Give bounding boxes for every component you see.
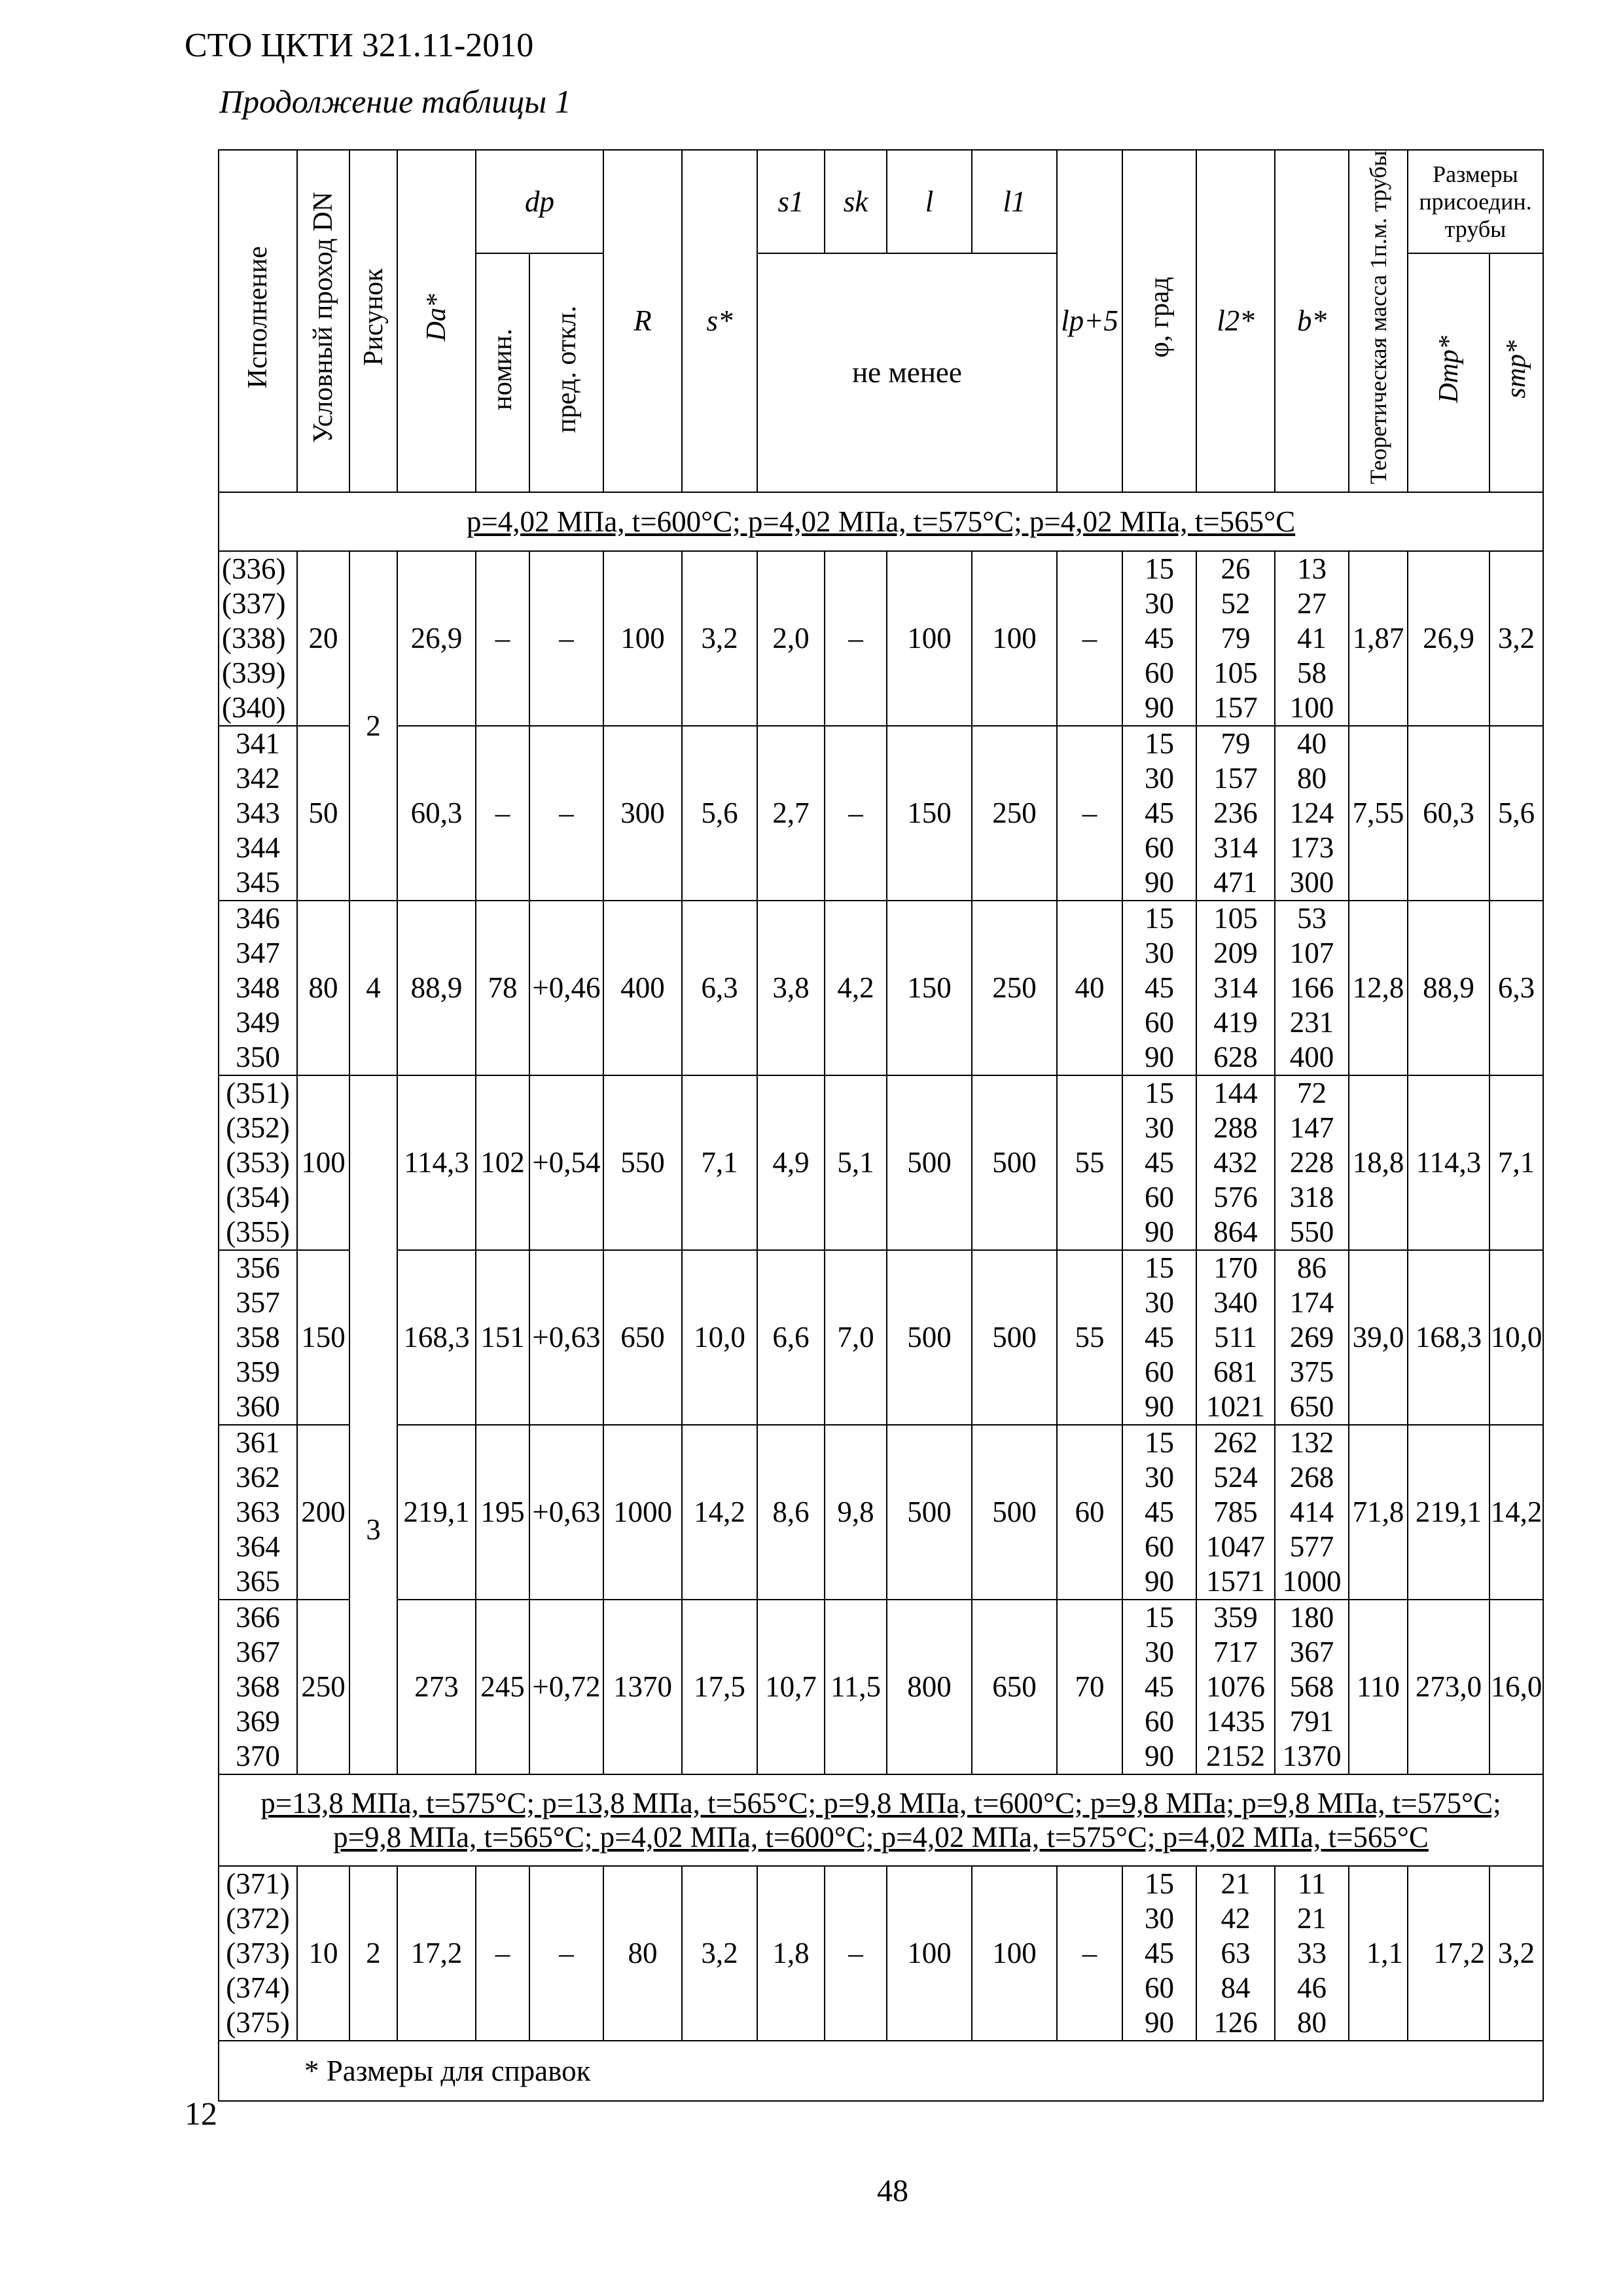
l2-cell: 21 42 63 84 126 [1196,1866,1275,2041]
l2-cell: 170 340 511 681 1021 [1196,1250,1275,1425]
phi-cell: 15 30 45 60 90 [1122,726,1196,901]
l1-cell: 500 [972,1075,1057,1250]
sk-cell: – [825,1866,887,2041]
dn-cell: 250 [297,1600,349,1774]
s-cell: 5,6 [682,726,757,901]
dtr-cell: 60,3 [1408,726,1489,901]
phi-cell: 15 30 45 60 90 [1122,901,1196,1075]
ids-cell: (351) (352) (353) (354) (355) [219,1075,297,1250]
ids-cell: (371) (372) (373) (374) (375) [219,1866,297,2041]
mass-cell: 39,0 [1349,1250,1408,1425]
dtr-cell: 168,3 [1408,1250,1489,1425]
str-cell: 16,0 [1489,1600,1543,1774]
col-pred: пред. откл. [529,253,603,492]
phi-cell: 15 30 45 60 90 [1122,551,1196,726]
l1-cell: 100 [972,551,1057,726]
col-l1: l1 [972,150,1057,253]
mass-cell: 1,87 [1349,551,1408,726]
col-razmery: Размеры присоедин. трубы [1408,150,1543,253]
col-l: l [887,150,972,253]
r-cell: 650 [603,1250,682,1425]
s-cell: 7,1 [682,1075,757,1250]
ids-cell: (336) (337) (338) (339) (340) [219,551,297,726]
table-row [219,726,1543,901]
l2-cell: 262 524 785 1047 1571 [1196,1425,1275,1600]
col-da: Da* [397,150,476,492]
sk-cell: 5,1 [825,1075,887,1250]
col-nomin: номин. [476,253,529,492]
b-cell: 53 107 166 231 400 [1275,901,1349,1075]
col-phi: φ, град [1122,150,1196,492]
dtr-cell: 26,9 [1408,551,1489,726]
l-cell: 500 [887,1075,972,1250]
nomin-cell: 78 [476,901,529,1075]
l-cell: 150 [887,901,972,1075]
table-row [219,1425,1543,1600]
str-cell: 3,2 [1489,551,1543,726]
dtr-cell: 273,0 [1408,1600,1489,1774]
phi-cell: 15 30 45 60 90 [1122,1425,1196,1600]
phi-cell: 15 30 45 60 90 [1122,1866,1196,2041]
col-b: b* [1275,150,1349,492]
da-cell: 60,3 [397,726,476,901]
da-cell: 26,9 [397,551,476,726]
str-cell: 14,2 [1489,1425,1543,1600]
da-cell: 168,3 [397,1250,476,1425]
lp-cell: 55 [1057,1250,1122,1425]
dn-cell: 10 [297,1866,349,2041]
nomin-cell: – [476,1866,529,2041]
l2-cell: 26 52 79 105 157 [1196,551,1275,726]
nomin-cell: 151 [476,1250,529,1425]
col-ne-menee: не менее [757,253,1057,492]
r-cell: 1000 [603,1425,682,1600]
da-cell: 17,2 [397,1866,476,2041]
pred-cell: +0,46 [529,901,603,1075]
r-cell: 550 [603,1075,682,1250]
l1-cell: 250 [972,901,1057,1075]
col-dn: Условный проход DN [297,150,349,492]
nomin-cell: 195 [476,1425,529,1600]
sk-cell: 4,2 [825,901,887,1075]
table-row [219,901,1543,1075]
pred-cell: – [529,551,603,726]
l1-cell: 100 [972,1866,1057,2041]
da-cell: 88,9 [397,901,476,1075]
r-cell: 1370 [603,1600,682,1774]
table-row [219,551,1543,726]
dn-cell: 100 [297,1075,349,1250]
s1-cell: 8,6 [757,1425,825,1600]
l1-cell: 500 [972,1250,1057,1425]
sk-cell: – [825,551,887,726]
phi-cell: 15 30 45 60 90 [1122,1250,1196,1425]
table-row [219,1866,1543,2041]
risunok-cell: 2 [349,1866,397,2041]
dtr-cell: 114,3 [1408,1075,1489,1250]
dn-cell: 80 [297,901,349,1075]
l2-cell: 359 717 1076 1435 2152 [1196,1600,1275,1774]
col-str: sтр* [1489,253,1543,492]
l2-cell: 144 288 432 576 864 [1196,1075,1275,1250]
nomin-cell: – [476,726,529,901]
phi-cell: 15 30 45 60 90 [1122,1075,1196,1250]
s-cell: 6,3 [682,901,757,1075]
da-cell: 114,3 [397,1075,476,1250]
dtr-cell: 219,1 [1408,1425,1489,1600]
dn-cell: 200 [297,1425,349,1600]
dtr-cell: 88,9 [1408,901,1489,1075]
nomin-cell: – [476,551,529,726]
pred-cell: +0,63 [529,1425,603,1600]
mass-cell: 18,8 [1349,1075,1408,1250]
s1-cell: 1,8 [757,1866,825,2041]
s1-cell: 2,0 [757,551,825,726]
l-cell: 150 [887,726,972,901]
r-cell: 400 [603,901,682,1075]
s-cell: 17,5 [682,1600,757,1774]
footnote: * Размеры для справок [219,2041,1543,2101]
ids-cell: 361 362 363 364 365 [219,1425,297,1600]
ids-cell: 366 367 368 369 370 [219,1600,297,1774]
l2-cell: 105 209 314 419 628 [1196,901,1275,1075]
col-risunok: Рисунок [349,150,397,492]
str-cell: 6,3 [1489,901,1543,1075]
b-cell: 11 21 33 46 80 [1275,1866,1349,2041]
str-cell: 3,2 [1489,1866,1543,2041]
nomin-cell: 102 [476,1075,529,1250]
col-dtr: Dтр* [1408,253,1489,492]
risunok-cell: 2 [349,551,397,901]
pred-cell: – [529,1866,603,2041]
s-cell: 3,2 [682,551,757,726]
page-number-left: 12 [185,2095,217,2132]
sk-cell: 11,5 [825,1600,887,1774]
str-cell: 10,0 [1489,1250,1543,1425]
l1-cell: 250 [972,726,1057,901]
b-cell: 180 367 568 791 1370 [1275,1600,1349,1774]
col-s1: s1 [757,150,825,253]
table-row [219,1075,1543,1250]
l-cell: 500 [887,1250,972,1425]
l1-cell: 650 [972,1600,1057,1774]
dn-cell: 50 [297,726,349,901]
page-number-bottom: 48 [877,2174,908,2208]
dn-cell: 20 [297,551,349,726]
phi-cell: 15 30 45 60 90 [1122,1600,1196,1774]
col-r: R [603,150,682,492]
l-cell: 800 [887,1600,972,1774]
r-cell: 100 [603,551,682,726]
mass-cell: 12,8 [1349,901,1408,1075]
s-cell: 14,2 [682,1425,757,1600]
str-cell: 5,6 [1489,726,1543,901]
s1-cell: 4,9 [757,1075,825,1250]
sk-cell: 9,8 [825,1425,887,1600]
b-cell: 40 80 124 173 300 [1275,726,1349,901]
pred-cell: +0,72 [529,1600,603,1774]
l2-cell: 79 157 236 314 471 [1196,726,1275,901]
lp-cell: 60 [1057,1425,1122,1600]
pred-cell: +0,54 [529,1075,603,1250]
lp-cell: 40 [1057,901,1122,1075]
da-cell: 219,1 [397,1425,476,1600]
sk-cell: 7,0 [825,1250,887,1425]
s1-cell: 6,6 [757,1250,825,1425]
s1-cell: 10,7 [757,1600,825,1774]
l-cell: 100 [887,551,972,726]
ids-cell: 346 347 348 349 350 [219,901,297,1075]
dtr-cell: 17,2 [1408,1866,1489,2041]
b-cell: 86 174 269 375 650 [1275,1250,1349,1425]
table-row [219,1600,1543,1774]
nomin-cell: 245 [476,1600,529,1774]
r-cell: 300 [603,726,682,901]
l1-cell: 500 [972,1425,1057,1600]
str-cell: 7,1 [1489,1075,1543,1250]
mass-cell: 7,55 [1349,726,1408,901]
table-row [219,1250,1543,1425]
s-cell: 3,2 [682,1866,757,2041]
s1-cell: 3,8 [757,901,825,1075]
section-1-title: p=4,02 МПа, t=600°С; p=4,02 МПа, t=575°С; p=4,02 МПа, t=565°С [219,492,1543,551]
b-cell: 72 147 228 318 550 [1275,1075,1349,1250]
ids-cell: 341 342 343 344 345 [219,726,297,901]
lp-cell: 70 [1057,1600,1122,1774]
mass-cell: 1,1 [1349,1866,1408,2041]
lp-cell: 55 [1057,1075,1122,1250]
mass-cell: 110 [1349,1600,1408,1774]
dn-cell: 150 [297,1250,349,1425]
b-cell: 132 268 414 577 1000 [1275,1425,1349,1600]
continuation-caption: Продолжение таблицы 1 [219,83,571,120]
col-dp: dp [476,150,603,253]
col-s: s* [682,150,757,492]
da-cell: 273 [397,1600,476,1774]
ids-cell: 356 357 358 359 360 [219,1250,297,1425]
l-cell: 100 [887,1866,972,2041]
sk-cell: – [825,726,887,901]
risunok-cell: 4 [349,901,397,1075]
col-l2: l2* [1196,150,1275,492]
lp-cell: – [1057,1866,1122,2041]
section-2-title: p=13,8 МПа, t=575°С; p=13,8 МПа, t=565°С; p=9,8 МПа, t=600°С; p=9,8 МПа; p=9,8 МПа, t=575°С; p=9,8 МПа, t=565°С; p=4,02 МПа, t=600°С; p=4,02 МПа, t=575°С; p=4,02 МПа, t=565°С [219,1774,1543,1866]
pred-cell: – [529,726,603,901]
col-mass: Теоретическая масса 1п.м. трубы [1349,150,1408,492]
b-cell: 13 27 41 58 100 [1275,551,1349,726]
pipe-bends-table [218,149,1544,2102]
s-cell: 10,0 [682,1250,757,1425]
l-cell: 500 [887,1425,972,1600]
pred-cell: +0,63 [529,1250,603,1425]
col-lp: lp+5 [1057,150,1122,492]
s1-cell: 2,7 [757,726,825,901]
document-code: СТО ЦКТИ 321.11-2010 [185,27,534,64]
col-ispolnenie: Исполнение [219,150,297,492]
r-cell: 80 [603,1866,682,2041]
lp-cell: – [1057,726,1122,901]
mass-cell: 71,8 [1349,1425,1408,1600]
col-sk: sk [825,150,887,253]
risunok-cell: 3 [349,1075,397,1774]
lp-cell: – [1057,551,1122,726]
